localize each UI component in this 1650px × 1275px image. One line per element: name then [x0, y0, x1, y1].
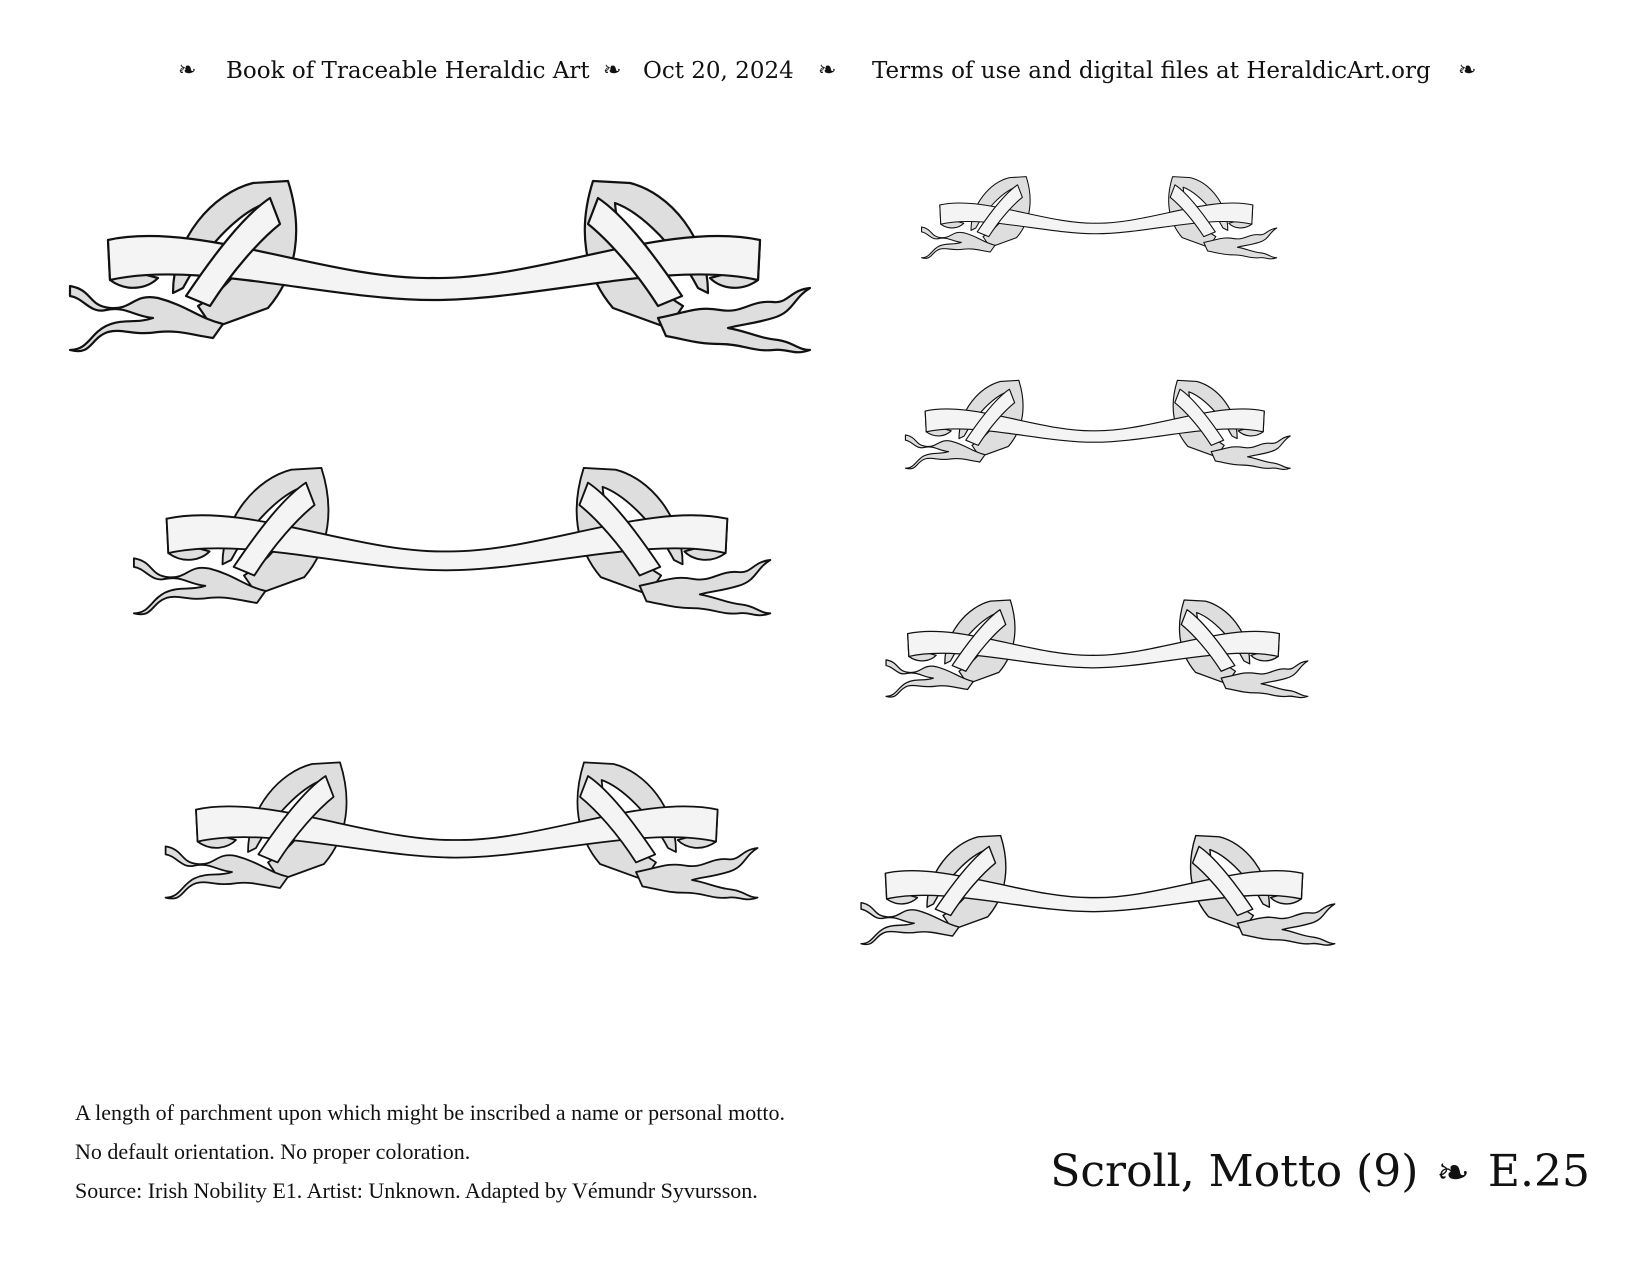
plate-description	[75, 1093, 785, 1210]
scroll-large-1	[70, 181, 810, 352]
plate-number: E.25	[1487, 1146, 1590, 1197]
fleuron-ornament-3: ❧	[818, 58, 837, 83]
scroll-small-1	[922, 177, 1277, 259]
book-title: Book of Traceable Heraldic Art	[226, 58, 590, 84]
scroll-small-3	[886, 600, 1308, 698]
fleuron-ornament-4: ❧	[1458, 58, 1477, 83]
source-credit: Source: Irish Nobility E1. Artist: Unknown. Adapted by Vémundr Syvursson.	[75, 1178, 758, 1203]
fleuron-ornament-title: ❧	[1436, 1150, 1470, 1196]
plate-name: Scroll, Motto (9)	[1050, 1146, 1419, 1197]
plate-title	[1050, 1146, 1590, 1197]
scroll-small-2	[905, 380, 1290, 469]
fleuron-ornament-2: ❧	[603, 58, 622, 83]
scroll-large-3	[166, 762, 758, 899]
description-line-1: A length of parchment upon which might be inscribed a name or personal motto.	[75, 1100, 785, 1125]
terms-of-use-text: Terms of use and digital files at HeraldicArt.org	[872, 58, 1431, 84]
fleuron-ornament-1: ❧	[178, 58, 197, 83]
header-date: Oct 20, 2024	[643, 58, 794, 84]
scroll-small-4	[861, 836, 1335, 946]
scroll-large-2	[134, 468, 770, 615]
description-line-2: No default orientation. No proper coloration.	[75, 1139, 471, 1164]
